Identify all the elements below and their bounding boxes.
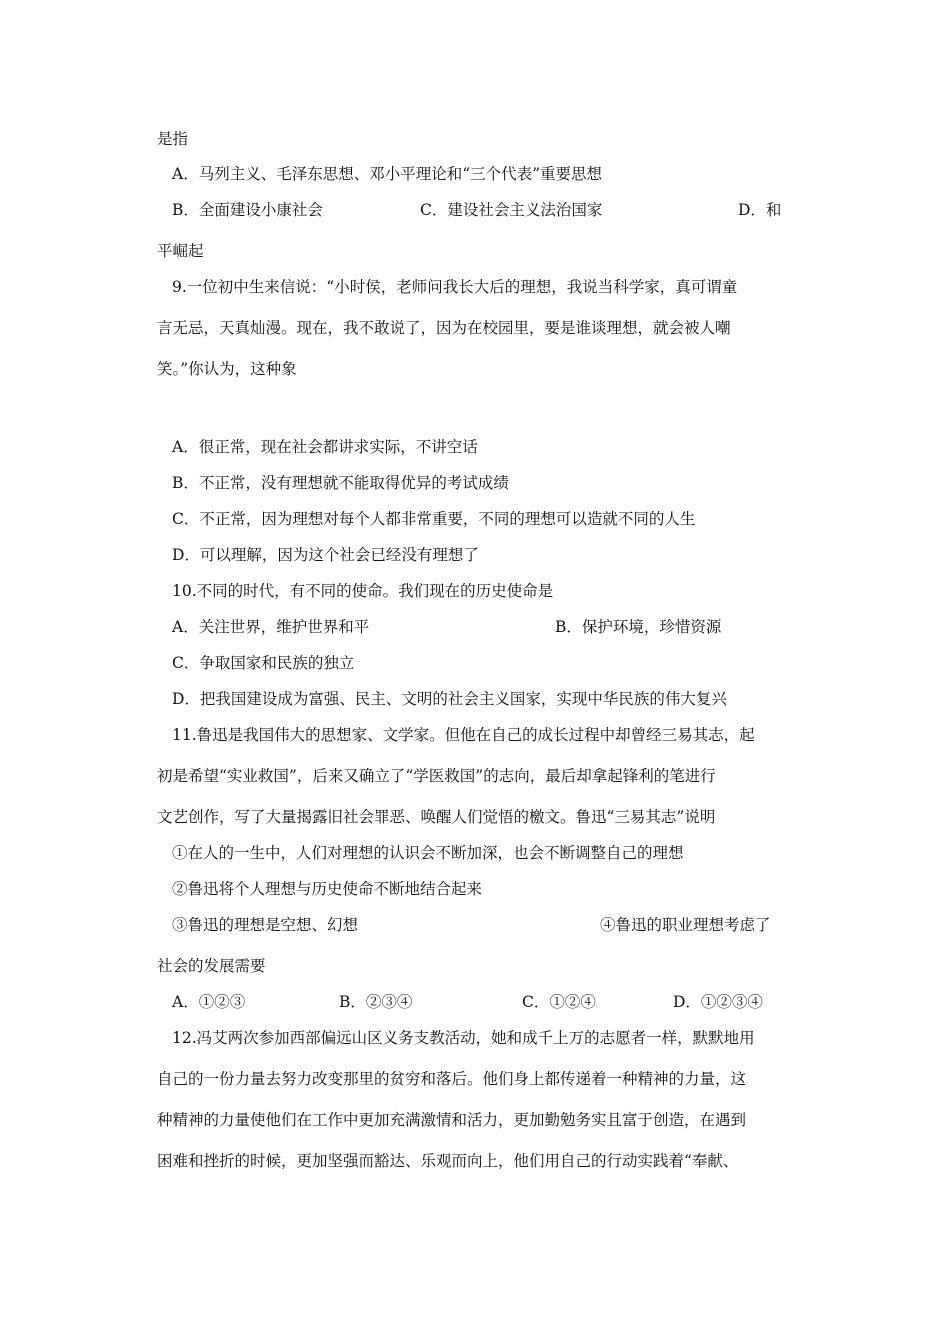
q11-option-c: C．①②④ [522, 993, 596, 1011]
q11-statement-1: ①在人的一生中，人们对理想的认识会不断加深，也会不断调整自己的理想 [172, 844, 684, 862]
q9-stem-line2: 言无忌，天真灿漫。现在，我不敢说了，因为在校园里，要是谁谈理想，就会被人嘲 [157, 319, 731, 337]
q11-statement-4-cont: 社会的发展需要 [157, 957, 266, 975]
q10-option-c: C．争取国家和民族的独立 [172, 654, 355, 672]
q9-stem-line3: 笑。”你认为，这种象 [157, 360, 297, 378]
q11-statement-4: ④鲁迅的职业理想考虑了 [600, 916, 771, 934]
q9-option-a: A．很正常，现在社会都讲求实际，不讲空话 [172, 438, 478, 456]
q8-option-d-cont: 平崛起 [157, 242, 204, 260]
q10-option-b: B．保护环境，珍惜资源 [555, 618, 722, 636]
q9-option-c: C．不正常，因为理想对每个人都非常重要，不同的理想可以造就不同的人生 [172, 510, 696, 528]
q10-option-a: A．关注世界，维护世界和平 [172, 618, 370, 636]
q8-stem-end: 是指 [157, 130, 189, 148]
q8-option-d: D．和 [738, 201, 782, 219]
q12-stem-line2: 自己的一份力量去努力改变那里的贫穷和落后。他们身上都传递着一种精神的力量，这 [157, 1070, 747, 1088]
q12-stem-line4: 困难和挫折的时候，更加坚强而豁达、乐观而向上，他们用自己的行动实践着“奉献、 [157, 1152, 739, 1170]
q8-option-b: B．全面建设小康社会 [172, 201, 323, 219]
q12-stem-line1: 12.冯艾两次参加西部偏远山区义务支教活动，她和成千上万的志愿者一样，默默地用 [172, 1029, 755, 1047]
q11-option-d: D．①②③④ [673, 993, 763, 1011]
q9-stem-line1: 9.一位初中生来信说：“小时侯，老师问我长大后的理想，我说当科学家，真可谓童 [172, 278, 738, 296]
q8-option-c: C．建设社会主义法治国家 [420, 201, 603, 219]
q12-stem-line3: 种精神的力量使他们在工作中更加充满激情和活力，更加勤勉务实且富于创造，在遇到 [157, 1111, 747, 1129]
q11-stem-line3: 文艺创作，写了大量揭露旧社会罪恶、唤醒人们觉悟的檄文。鲁迅“三易其志”说明 [157, 808, 716, 826]
q11-option-b: B．②③④ [339, 993, 413, 1011]
q8-option-a: A．马列主义、毛泽东思想、邓小平理论和“三个代表”重要思想 [172, 165, 603, 183]
q10-option-d: D．把我国建设成为富强、民主、文明的社会主义国家，实现中华民族的伟大复兴 [172, 690, 727, 708]
q10-stem: 10.不同的时代，有不同的使命。我们现在的历史使命是 [172, 582, 554, 600]
q9-option-b: B．不正常，没有理想就不能取得优异的考试成绩 [172, 474, 509, 492]
q11-stem-line1: 11.鲁迅是我国伟大的思想家、文学家。但他在自己的成长过程中却曾经三易其志，起 [172, 726, 755, 744]
q9-option-d: D．可以理解，因为这个社会已经没有理想了 [172, 546, 479, 564]
q11-option-a: A．①②③ [172, 993, 246, 1011]
q11-stem-line2: 初是希望“实业救国”，后来又确立了“学医救国”的志向，最后却拿起锋利的笔进行 [157, 767, 716, 785]
q11-statement-3: ③鲁迅的理想是空想、幻想 [172, 916, 359, 934]
q11-statement-2: ②鲁迅将个人理想与历史使命不断地结合起来 [172, 880, 483, 898]
